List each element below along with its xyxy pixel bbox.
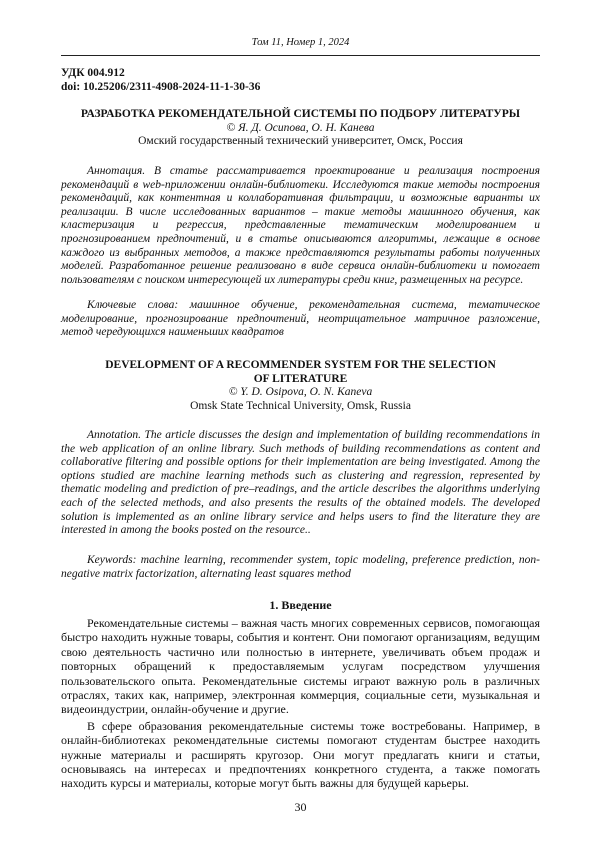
body-block [61, 598, 540, 791]
doi: doi: 10.25206/2311-4908-2024-11-1-30-36 [61, 81, 261, 93]
ru-authors: © Я. Д. Осипова, О. Н. Канева [226, 121, 375, 134]
body-paragraph: В сфере образования рекомендательные системы тоже востребованы. Например, в онлайн-библиотеках рекомендательные системы помогают студентам быстрее находить нужные материалы и расширять кругозор. Они могут предлагать книги и статьи, основываясь на интересах и предпочтениях конкретного студента, а также помогать находить курсы и материалы, которые могут быть важны для будущей карьеры. [61, 718, 540, 791]
en-keywords-block [61, 554, 540, 581]
en-abstract: Annotation. The article discusses the design and implementation of building recommendations in the web application of an online library. Such methods of building recommendations as content and collaborative filtering and possible options for their implementation are being investigated. Among the options studied are machine learning methods such as clustering and regression, represented by thematic modeling and prediction of pre–readings, and the article describes the algorithms underlying each of the selected methods, and also presents the results of the obtained models. The developed solution is implemented as an online library service and helps users to find the literature they are interested in among the books posted on the resource.. [61, 429, 540, 537]
section-title: 1. Введение [269, 598, 332, 612]
ru-keywords: Ключевые слова: машинное обучение, рекомендательная система, тематическое моделирование, прогнозирование предпочтений, неотрицательное матричное разложение, метод чередующихся наименьших квадратов [61, 299, 540, 339]
ru-title: РАЗРАБОТКА РЕКОМЕНДАТЕЛЬНОЙ СИСТЕМЫ ПО ПОДБОРУ ЛИТЕРАТУРЫ [80, 108, 521, 120]
ru-abstract-block [61, 165, 540, 287]
ru-affiliation: Омский государственный технический университет, Омск, Россия [138, 135, 463, 147]
ru-title-block [61, 108, 540, 149]
page-number: 30 [294, 800, 307, 814]
en-title-line-2: OF LITERATURE [253, 372, 348, 385]
en-affiliation: Omsk State Technical University, Omsk, Russia [190, 399, 411, 412]
body-paragraph: Рекомендательные системы – важная часть многих современных сервисов, помогающая быстро находить нужные товары, события и контент. Они помогают организациям, ведущим свою деятельность частично или полностью в интернете, увеличивать объем продаж и повторных обращений к предоставляемым услугам посредством улучшения пользовательского опыта. Рекомендательные системы играют важную роль в различных отраслях, таких как, например, электронная коммерция, социальные сети, музыкальная и видеоиндустрии, онлайн-обучение и другие. [61, 616, 540, 717]
article-meta [61, 66, 260, 94]
en-authors: © Y. D. Osipova, O. N. Kaneva [228, 386, 373, 398]
en-title-block [61, 359, 540, 413]
ru-abstract: Аннотация. В статье рассматривается проектирование и реализация построения рекомендаций в web-приложении онлайн-библиотеки. Исследуются такие методы построения рекомендаций, как контентная и коллаборативная фильтрации, и возможные варианты их реализации. В числе исследованных вариантов – такие методы машинного обучения, как кластеризация и регрессия, представленные тематическим моделированием и прогнозированием предпочтений, и в статье описываются алгоритмы, лежащие в основе каждого из выбранных методов, а также представляются результаты работы полученных моделей. Разработанное решение реализовано в виде сервиса онлайн-библиотеки и помогает пользователям с поиском интересующей их литературы среди книг, размещенных на ресурсе. [61, 165, 540, 286]
running-head: Том 11, Номер 1, 2024 [251, 37, 350, 48]
en-title-line-1: DEVELOPMENT OF A RECOMMENDER SYSTEM FOR THE SELECTION [105, 359, 496, 371]
ru-keywords-block [61, 299, 540, 340]
en-keywords: Keywords: machine learning, recommender system, topic modeling, preference prediction, non-negative matrix factorization, alternating least squares method [61, 554, 540, 580]
udc-code: УДК 004.912 [61, 67, 125, 79]
header-rule [61, 55, 540, 56]
en-abstract-block [61, 429, 540, 538]
